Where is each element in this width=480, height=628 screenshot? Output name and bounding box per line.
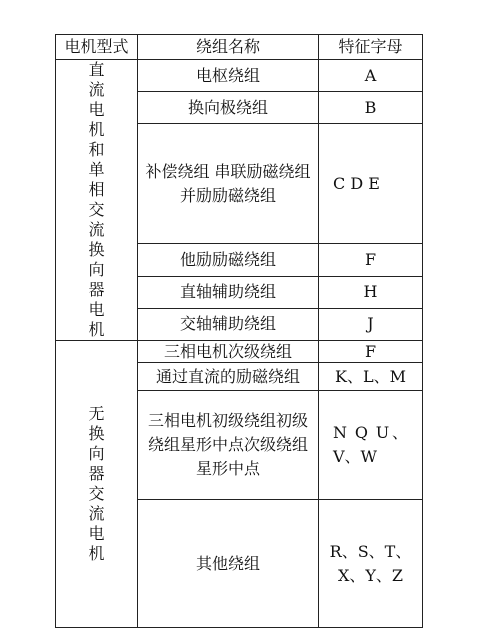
feature-letter: B: [319, 92, 423, 124]
feature-letter: A: [319, 60, 423, 92]
header-winding-name: 绕组名称: [138, 35, 319, 60]
winding-name: 直轴辅助绕组: [138, 276, 319, 308]
feature-letter: F: [319, 244, 423, 276]
winding-name: 三相电机初级绕组初级绕组星形中点次级绕组星形中点: [138, 391, 319, 500]
winding-table: [55, 34, 423, 628]
header-row: [56, 35, 423, 60]
feature-letter: N Q U、V、W: [319, 391, 423, 500]
winding-name: 其他绕组: [138, 500, 319, 628]
winding-name: 换向极绕组: [138, 92, 319, 124]
header-feature-letter: 特征字母: [319, 35, 423, 60]
feature-letter: R、S、T、X、Y、Z: [319, 500, 423, 628]
group-label-dc-motor: 直流电机和单相交流换向器电机: [56, 60, 138, 341]
table-row: [56, 60, 423, 92]
feature-letter: C D E: [319, 124, 423, 244]
feature-letter: F: [319, 341, 423, 363]
header-motor-type: 电机型式: [56, 35, 138, 60]
feature-letter: H: [319, 276, 423, 308]
table-row: [56, 341, 423, 363]
feature-letter: J: [319, 308, 423, 340]
winding-name: 补偿绕组 串联励磁绕组 并励励磁绕组: [138, 124, 319, 244]
group-label-ac-motor: 无换向器交流电机: [56, 341, 138, 628]
winding-name: 电枢绕组: [138, 60, 319, 92]
winding-name: 交轴辅助绕组: [138, 308, 319, 340]
winding-name: 他励励磁绕组: [138, 244, 319, 276]
winding-name: 通过直流的励磁绕组: [138, 363, 319, 391]
winding-name: 三相电机次级绕组: [138, 341, 319, 363]
feature-letter: K、L、M: [319, 363, 423, 391]
